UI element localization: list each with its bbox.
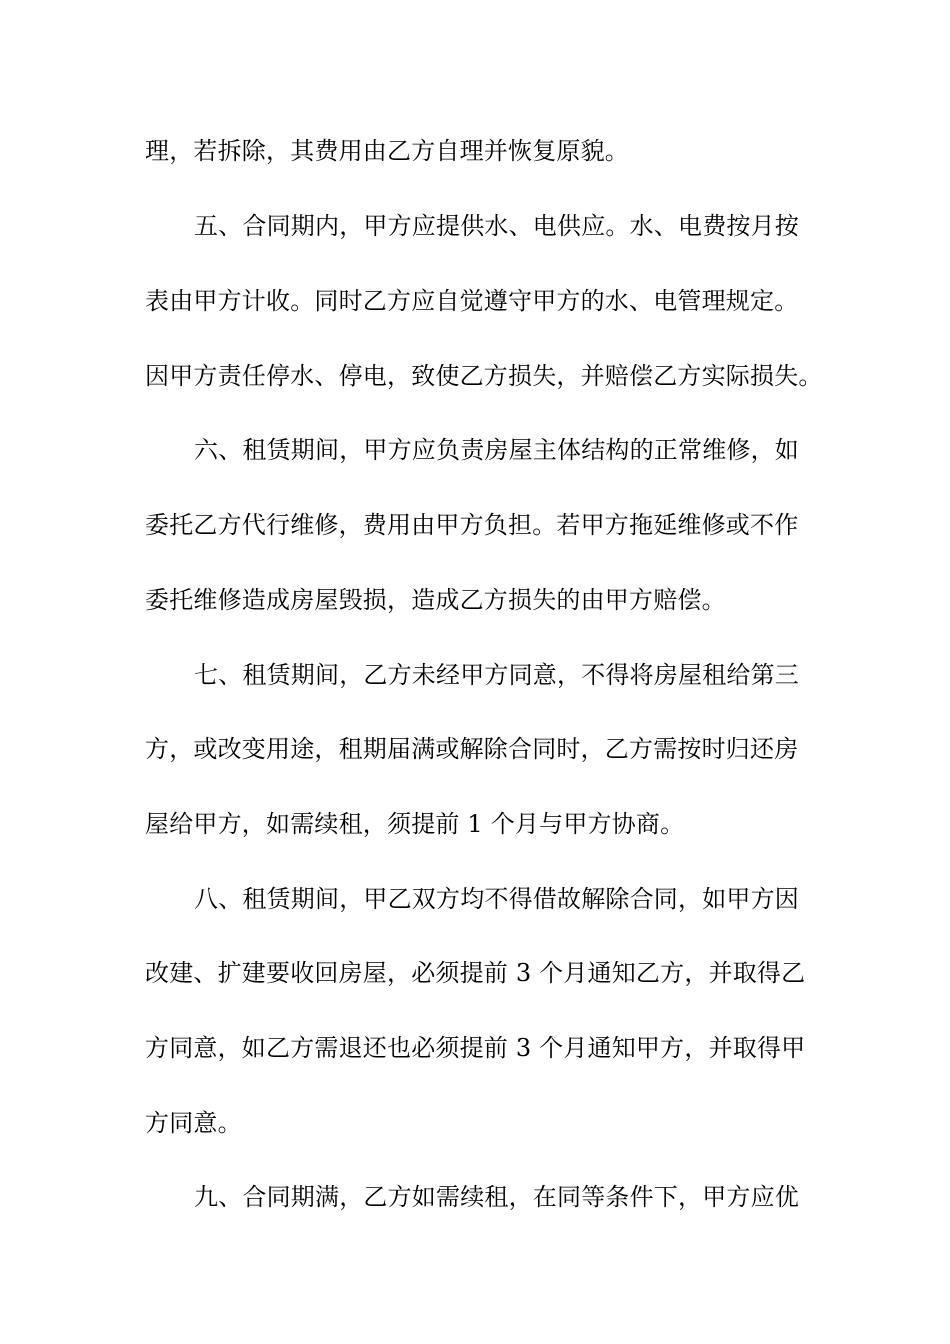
clause-6-line: 六、租赁期间，甲方应负责房屋主体结构的正常维修，如 [194, 436, 799, 464]
clause-8-line: 八、租赁期间，甲乙双方均不得借故解除合同，如甲方因 [194, 885, 799, 913]
clause-5-line: 五、合同期内，甲方应提供水、电供应。水、电费按月按 [194, 212, 799, 240]
text-line: 委托乙方代行维修，费用由甲方负担。若甲方拖延维修或不作 [145, 511, 799, 539]
clause-9-line: 九、合同期满，乙方如需续租，在同等条件下，甲方应优 [194, 1183, 799, 1211]
text-line: 表由甲方计收。同时乙方应自觉遵守甲方的水、电管理规定。 [145, 287, 799, 315]
text-line: 方同意。 [145, 1109, 242, 1137]
text-line: 方，或改变用途，租期届满或解除合同时，乙方需按时归还房 [145, 735, 799, 763]
text-line: 理，若拆除，其费用由乙方自理并恢复原貌。 [145, 137, 629, 165]
text-line: 因甲方责任停水、停电，致使乙方损失，并赔偿乙方实际损失。 [145, 362, 823, 390]
text-line: 改建、扩建要收回房屋，必须提前 3 个月通知乙方，并取得乙 [145, 959, 806, 987]
text-line: 委托维修造成房屋毁损，造成乙方损失的由甲方赔偿。 [145, 586, 726, 614]
clause-7-line: 七、租赁期间，乙方未经甲方同意，不得将房屋租给第三 [194, 661, 799, 689]
text-line: 屋给甲方，如需续租，须提前 1 个月与甲方协商。 [145, 810, 685, 838]
text-line: 方同意，如乙方需退还也必须提前 3 个月通知甲方，并取得甲 [145, 1034, 806, 1062]
